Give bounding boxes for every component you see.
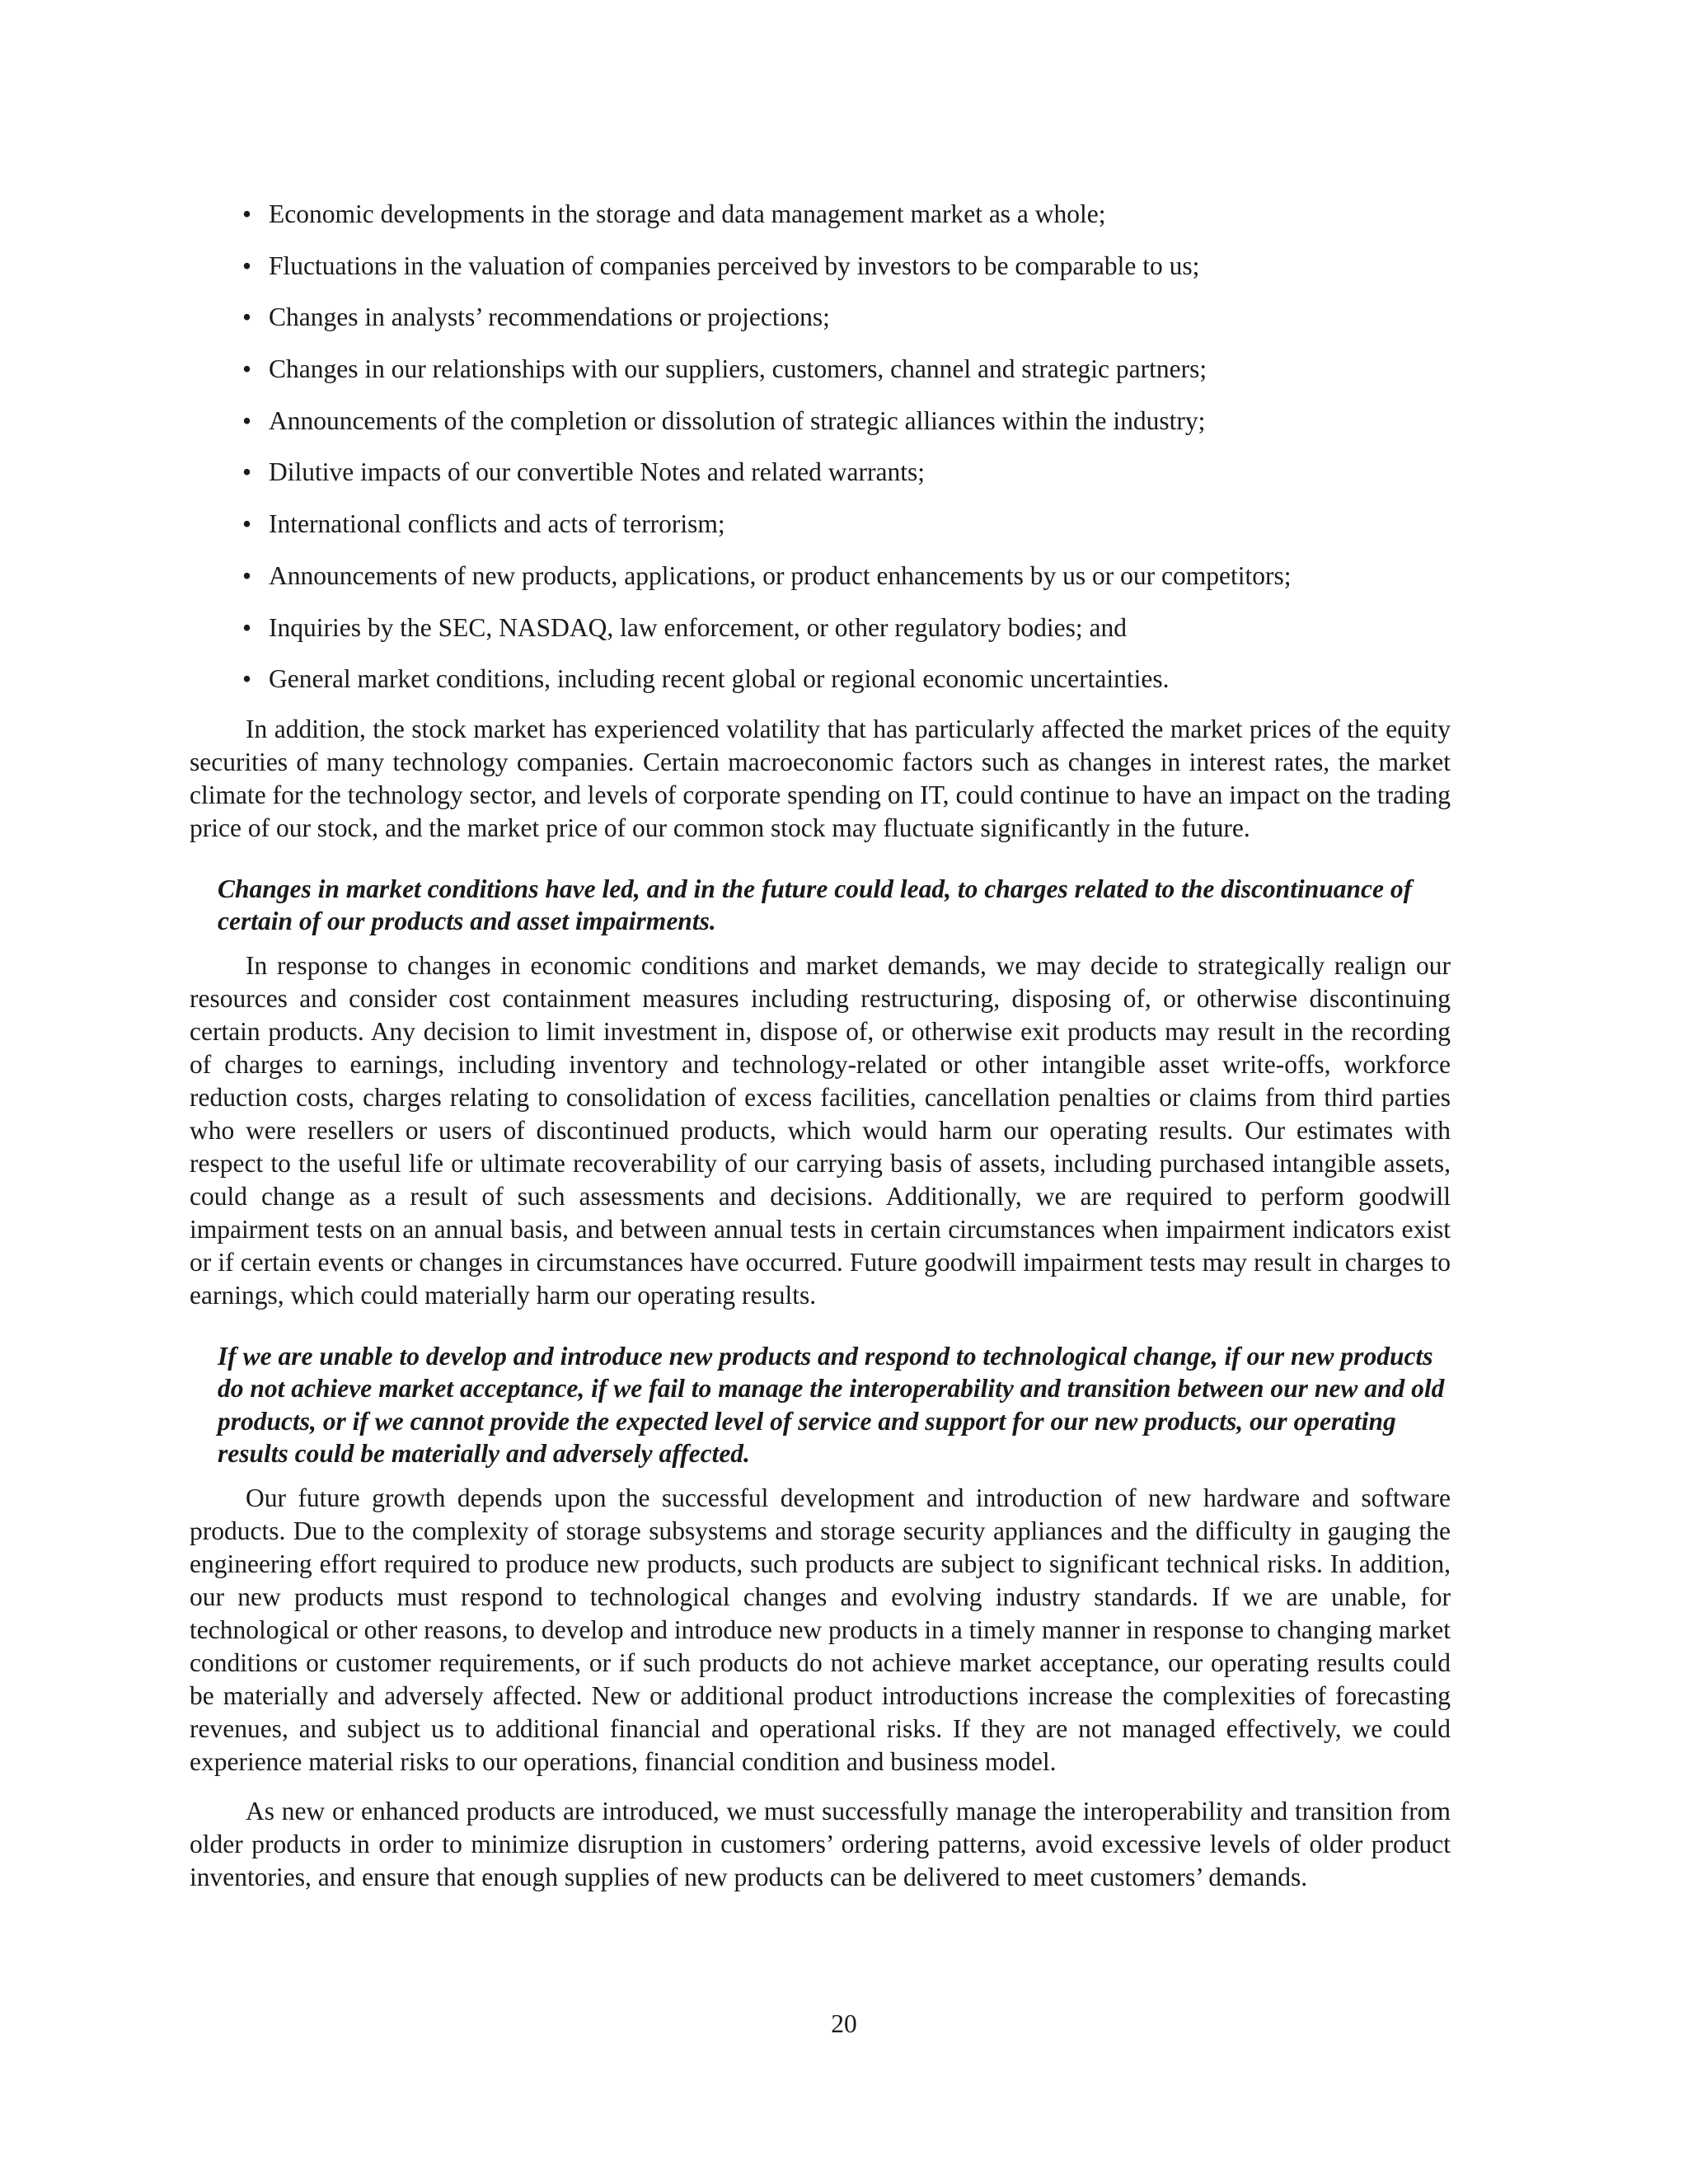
bullet-icon: • (242, 509, 252, 539)
section-heading-new-products: If we are unable to develop and introduce new products and respond to technological change, if our new products do not achieve market acceptance, if we fail to manage the interoperability and transition between our new and old products, or if we cannot provide the expected level of service and support for our new products, our operating results could be materially and adversely affected. (218, 1341, 1445, 1469)
list-item-text: Dilutive impacts of our convertible Notes and related warrants; (269, 457, 925, 487)
bullet-icon: • (242, 302, 252, 332)
bullet-icon: • (242, 354, 252, 384)
list-item (190, 560, 1451, 593)
list-item (190, 663, 1451, 696)
bullet-icon: • (242, 405, 252, 435)
list-item (190, 353, 1451, 386)
list-item-text: Economic developments in the storage and data management market as a whole; (269, 199, 1106, 228)
paragraph-product-transition: As new or enhanced products are introduced, we must successfully manage the interoperability and transition from older products in order to minimize disruption in customers’ ordering patterns, avoid excessive levels of older product inventories, and ensure that enough supplies of new products can be delivered to meet customers’ demands. (190, 1796, 1451, 1891)
list-item-text: International conflicts and acts of terrorism; (269, 509, 725, 539)
list-item (190, 508, 1451, 541)
paragraph-restructuring-charges: In response to changes in economic conditions and market demands, we may decide to strategically realign our resources and consider cost containment measures including restructuring, disposing of, or otherwise discontinuing certain products. Any decision to limit investment in, dispose of, or otherwise exit products may result in the recording of charges to earnings, including inventory and technology-related or other intangible asset write-offs, workforce reduction costs, charges relating to consolidation of excess facilities, cancellation penalties or claims from third parties who were resellers or users of discontinued products, which would harm our operating results. Our estimates with respect to the useful life or ultimate recoverability of our carrying basis of assets, including purchased intangible assets, could change as a result of such assessments and decisions. Additionally, we are required to perform goodwill impairment tests on an annual basis, and between annual tests in certain circumstances when impairment indicators exist or if certain events or changes in circumstances have occurred. Future goodwill impairment tests may result in charges to earnings, which could materially harm our operating results. (190, 950, 1451, 1310)
list-item-text: General market conditions, including recent global or regional economic uncertainties. (269, 664, 1170, 694)
list-item-text: Fluctuations in the valuation of companies perceived by investors to be comparable to us; (269, 251, 1200, 280)
list-item-text: Changes in our relationships with our suppliers, customers, channel and strategic partners; (269, 354, 1207, 384)
paragraph-stock-volatility: In addition, the stock market has experienced volatility that has particularly affected the market prices of the equity securities of many technology companies. Certain macroeconomic factors such as changes in interest rates, the market climate for the technology sector, and levels of corporate spending on IT, could continue to have an impact on the trading price of our stock, and the market price of our common stock may fluctuate significantly in the future. (190, 714, 1451, 842)
list-item-text: Changes in analysts’ recommendations or projections; (269, 302, 830, 332)
list-item (190, 198, 1451, 231)
bullet-icon: • (242, 560, 252, 590)
list-item-text: Announcements of the completion or dissolution of strategic alliances within the industry; (269, 405, 1206, 435)
list-item (190, 456, 1451, 489)
document-page (190, 198, 1451, 1894)
list-item (190, 405, 1451, 438)
risk-factor-bullet-list (190, 198, 1451, 696)
list-item-text: Announcements of new products, applications, or product enhancements by us or our competitors; (269, 560, 1292, 590)
bullet-icon: • (242, 664, 252, 694)
list-item-text: Inquiries by the SEC, NASDAQ, law enforcement, or other regulatory bodies; and (269, 612, 1128, 642)
bullet-icon: • (242, 612, 252, 642)
list-item (190, 301, 1451, 334)
list-item (190, 250, 1451, 283)
bullet-icon: • (242, 251, 252, 280)
list-item (190, 612, 1451, 644)
page-number: 20 (831, 2009, 857, 2038)
paragraph-future-growth: Our future growth depends upon the successful development and introduction of new hardware and software products. Due to the complexity of storage subsystems and storage security appliances and the difficulty in gauging the engineering effort required to produce new products, such products are subject to significant technical risks. In addition, our new products must respond to technological changes and evolving industry standards. If we are unable, for technological or other reasons, to develop and introduce new products in a timely manner in response to changing market conditions or customer requirements, or if such products do not achieve market acceptance, our operating results could be materially and adversely affected. New or additional product introductions increase the complexities of forecasting revenues, and subject us to additional financial and operational risks. If they are not managed effectively, we could experience material risks to our operations, financial condition and business model. (190, 1483, 1451, 1776)
section-heading-market-conditions: Changes in market conditions have led, and in the future could lead, to charges related to the discontinuance of certain of our products and asset impairments. (218, 874, 1413, 936)
bullet-icon: • (242, 199, 252, 228)
bullet-icon: • (242, 457, 252, 487)
